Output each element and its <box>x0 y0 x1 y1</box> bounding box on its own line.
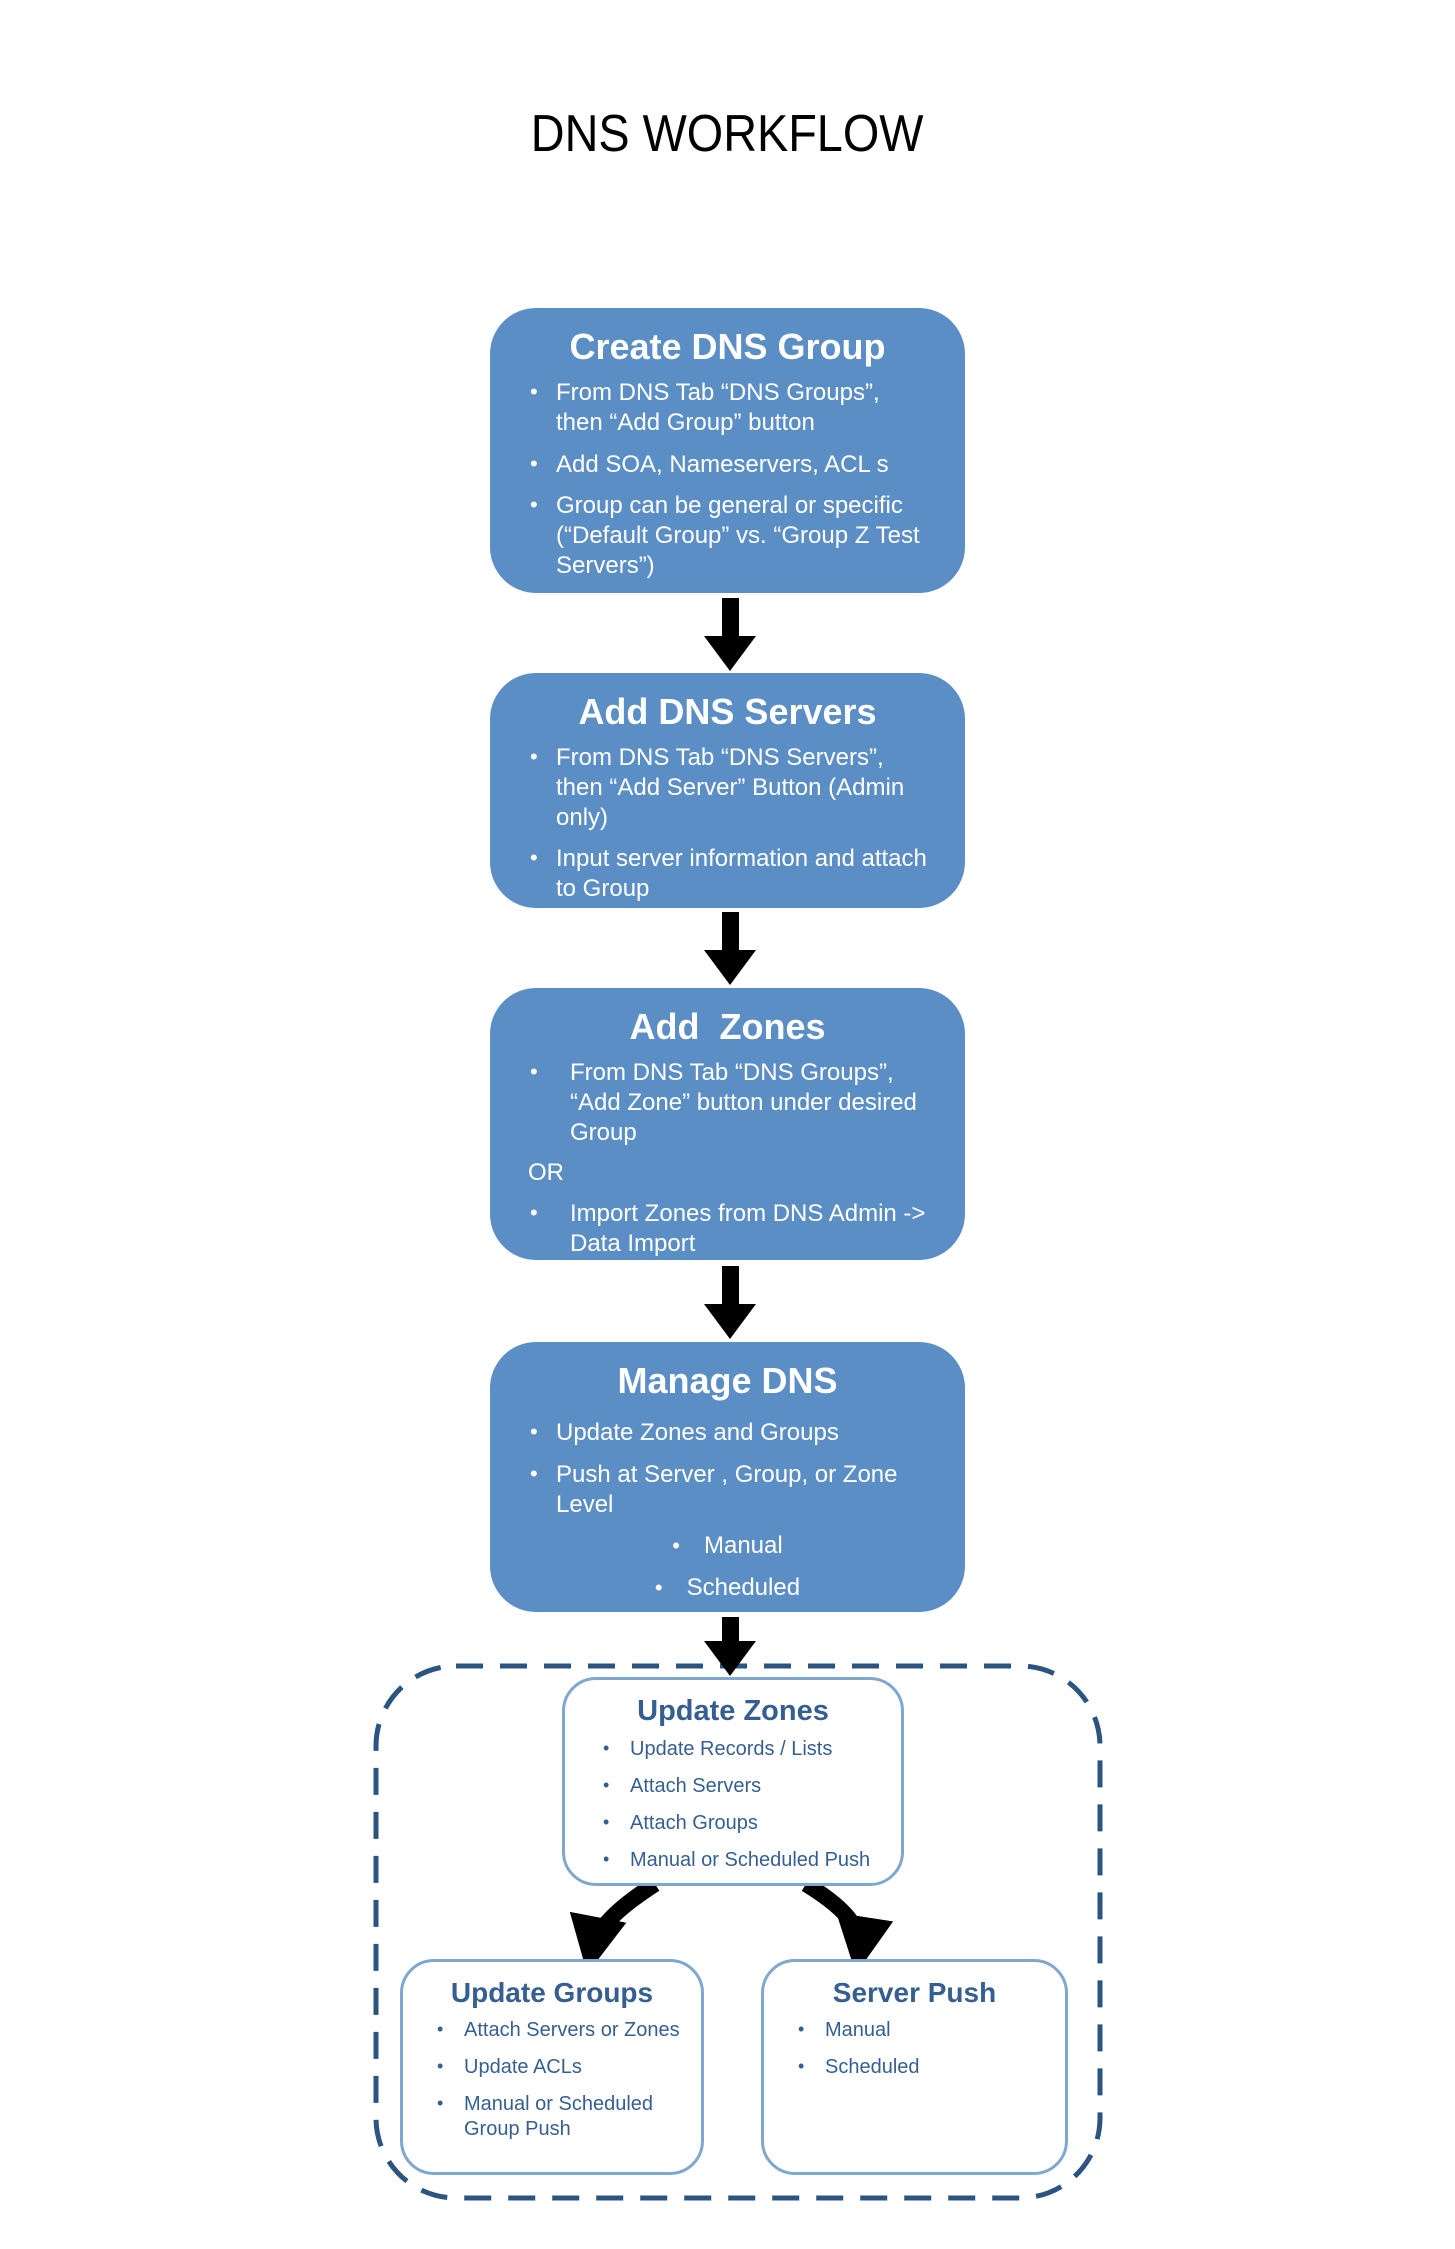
bullet-item: • From DNS Tab “DNS Groups”, “Add Zone” button under desired Group <box>528 1058 929 1147</box>
detail-box-title: Server Push <box>832 1977 997 2008</box>
page-title: DNS WORKFLOW <box>531 105 924 163</box>
curved-arrow-to-update-groups <box>591 1884 655 1954</box>
bullet-list <box>526 743 929 904</box>
flow-box-title: Create DNS Group <box>569 326 886 367</box>
bullet-list <box>526 1058 929 1147</box>
bullet-list <box>526 378 929 581</box>
flow-box-title: Manage DNS <box>617 1360 838 1401</box>
sub-bullet-item: • Manual <box>526 1531 929 1561</box>
bullet-item: • Add SOA, Nameservers, ACL s <box>528 450 929 480</box>
bullet-item: • Update Records / Lists <box>603 1737 887 1762</box>
arrow-manage-to-update-zones <box>704 1617 756 1676</box>
bullet-item: • Push at Server , Group, or Zone Level <box>528 1460 929 1520</box>
bullet-item: • Attach Groups <box>603 1811 887 1836</box>
sub-bullet-item: • Scheduled <box>526 1573 929 1603</box>
detail-box-server-push <box>761 1959 1068 2175</box>
bullet-list <box>526 1199 929 1259</box>
bullet-item: • Manual <box>798 2018 1051 2043</box>
or-label: OR <box>528 1159 564 1187</box>
bullet-list <box>764 2018 1065 2080</box>
arrow-zones-to-manage <box>704 1266 756 1339</box>
bullet-list <box>565 1737 901 1873</box>
bullet-list <box>526 1418 929 1519</box>
bullet-list <box>403 2018 701 2142</box>
flow-box-title: Add DNS Servers <box>578 691 877 732</box>
flow-box-add-zones <box>490 988 965 1260</box>
detail-box-title: Update Zones <box>637 1695 829 1727</box>
flow-box-add-dns-servers <box>490 673 965 908</box>
flow-box-title: Add Zones <box>629 1006 826 1047</box>
bullet-item: • Input server information and attach to Group <box>528 844 929 904</box>
bullet-item: • Update Zones and Groups <box>528 1418 929 1448</box>
bullet-item: • Manual or Scheduled Push <box>603 1848 887 1873</box>
bullet-item: • Attach Servers or Zones <box>437 2018 687 2043</box>
bullet-item: • Manual or Scheduled Group Push <box>437 2092 687 2142</box>
detail-box-update-groups <box>400 1959 704 2175</box>
bullet-item: • Update ACLs <box>437 2055 687 2080</box>
bullet-item: • Import Zones from DNS Admin -> Data Import <box>528 1199 929 1259</box>
bullet-item: • From DNS Tab “DNS Groups”, then “Add Group” button <box>528 378 929 438</box>
arrow-create-to-servers <box>704 598 756 671</box>
flow-box-manage-dns <box>490 1342 965 1612</box>
curved-arrow-to-server-push <box>806 1884 860 1954</box>
bullet-item: • From DNS Tab “DNS Servers”, then “Add Server” Button (Admin only) <box>528 743 929 832</box>
bullet-item: • Scheduled <box>798 2055 1051 2080</box>
flow-box-create-dns-group <box>490 308 965 593</box>
detail-box-update-zones <box>562 1677 904 1886</box>
bullet-item: • Attach Servers <box>603 1774 887 1799</box>
detail-box-title: Update Groups <box>450 1977 654 2008</box>
arrow-servers-to-zones <box>704 912 756 985</box>
bullet-item: • Group can be general or specific (“Default Group” vs. “Group Z Test Servers”) <box>528 491 929 580</box>
